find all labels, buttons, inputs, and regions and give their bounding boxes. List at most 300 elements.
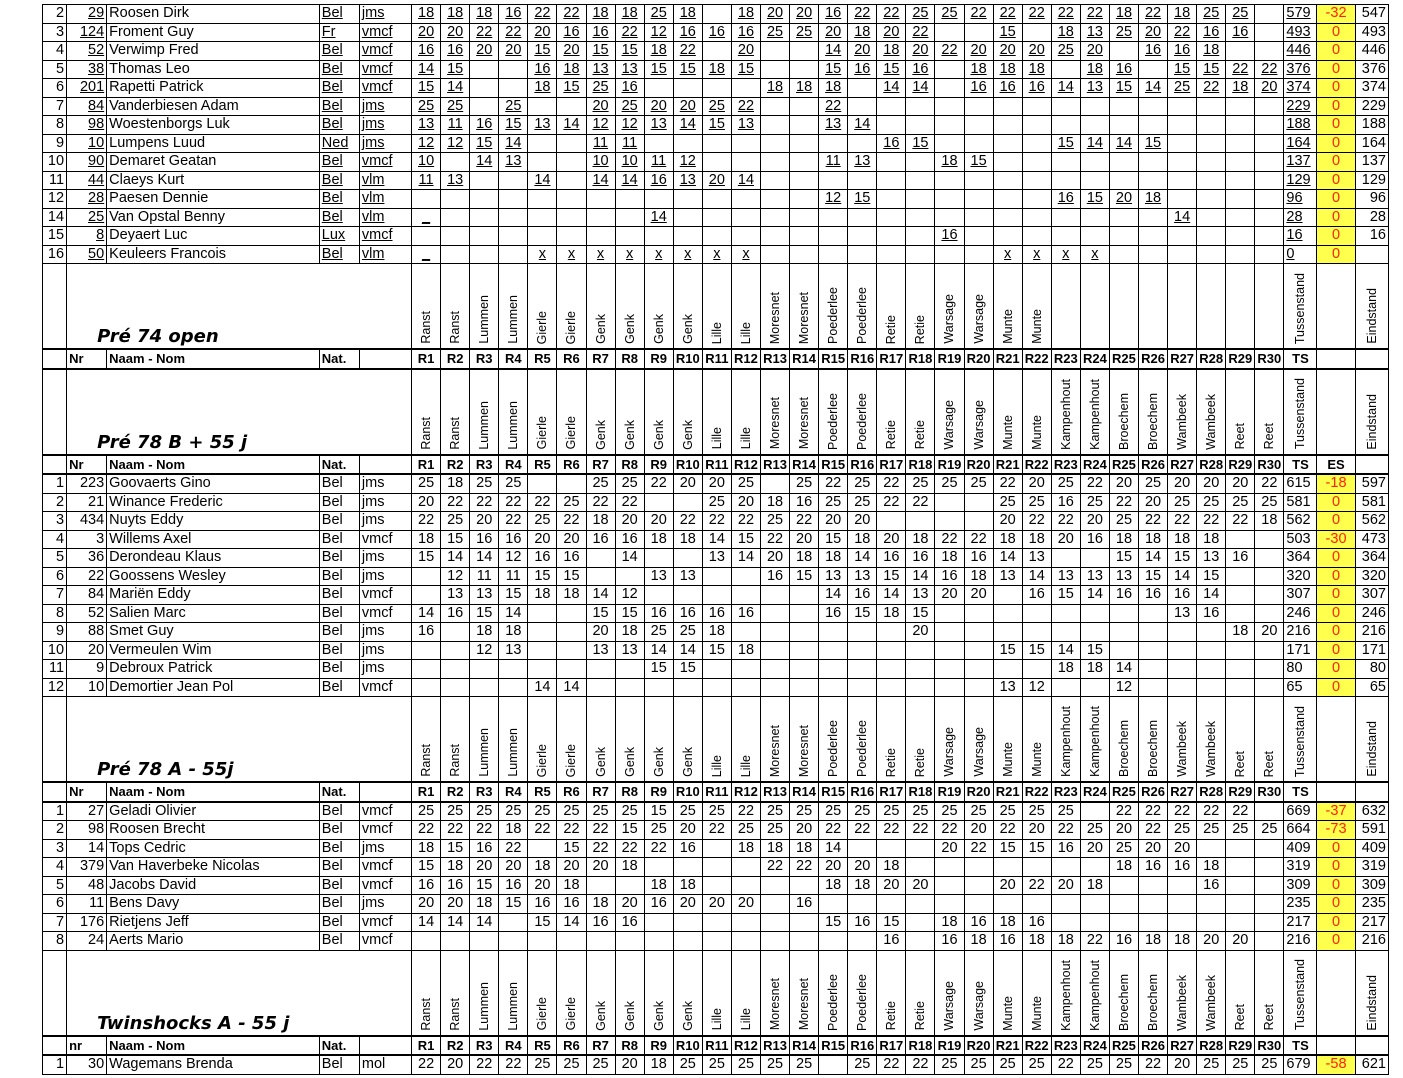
round-score-cell xyxy=(993,895,1022,914)
interim-total-cell: 374 xyxy=(1284,79,1317,98)
round-score-cell: 25 xyxy=(1022,1055,1051,1074)
round-score-cell: 13 xyxy=(848,153,877,172)
round-score-cell: 15 xyxy=(819,60,848,79)
round-score-cell xyxy=(702,42,731,61)
column-header-row xyxy=(43,782,1389,802)
position-cell: 8 xyxy=(43,116,67,135)
round-score-cell: x xyxy=(1022,245,1051,264)
round-score-cell: 22 xyxy=(644,839,673,858)
round-header: R10 xyxy=(673,782,702,802)
round-score-cell xyxy=(702,932,731,951)
round-score-cell: 22 xyxy=(702,512,731,531)
round-score-cell: 18 xyxy=(1022,60,1051,79)
venue-label: Wambeek xyxy=(1204,393,1219,450)
round-score-cell xyxy=(1197,660,1226,679)
round-score-cell xyxy=(731,932,760,951)
rider-number-cell: 10 xyxy=(67,678,107,697)
venue-label: Warsage xyxy=(971,727,986,777)
round-score-cell: 14 xyxy=(877,586,906,605)
round-header: R8 xyxy=(615,455,644,475)
round-score-cell: 25 xyxy=(819,802,848,821)
interim-total-cell: 409 xyxy=(1284,839,1317,858)
round-score-cell: 25 xyxy=(557,1055,586,1074)
standings-row xyxy=(43,190,1389,209)
round-score-cell: 18 xyxy=(412,839,441,858)
round-score-cell: 20 xyxy=(1139,23,1168,42)
rider-number-cell: 50 xyxy=(67,245,107,264)
round-score-cell: 22 xyxy=(1139,1055,1168,1074)
round-score-cell xyxy=(935,134,964,153)
rider-number-cell: 22 xyxy=(67,567,107,586)
venue-label: Lille xyxy=(738,427,753,450)
round-score-cell xyxy=(993,858,1022,877)
round-score-cell: _ xyxy=(412,208,441,227)
round-score-cell xyxy=(906,116,935,135)
category-title-text: Pré 74 open xyxy=(97,326,219,347)
round-score-cell xyxy=(760,134,789,153)
final-total-cell: 235 xyxy=(1355,895,1388,914)
club-cell: vlm xyxy=(359,208,411,227)
venue-label: Gierle xyxy=(535,743,550,777)
round-score-cell: 25 xyxy=(644,821,673,840)
nationality-cell: Bel xyxy=(319,586,359,605)
round-score-cell xyxy=(1080,858,1109,877)
round-score-cell xyxy=(877,245,906,264)
round-header: R10 xyxy=(673,1036,702,1056)
round-score-cell: 14 xyxy=(412,60,441,79)
nationality-cell: Bel xyxy=(319,79,359,98)
round-score-cell: 20 xyxy=(906,876,935,895)
round-score-cell xyxy=(644,932,673,951)
round-score-cell: 22 xyxy=(993,474,1022,493)
round-score-cell xyxy=(1080,604,1109,623)
round-score-cell: 14 xyxy=(1109,660,1138,679)
venue-label: Gierle xyxy=(535,997,550,1031)
position-cell: 11 xyxy=(43,660,67,679)
round-score-cell xyxy=(877,641,906,660)
round-score-cell xyxy=(702,227,731,246)
position-cell: 8 xyxy=(43,604,67,623)
round-score-cell xyxy=(1168,153,1197,172)
round-score-cell xyxy=(1139,604,1168,623)
round-header: R17 xyxy=(877,349,906,369)
round-score-cell xyxy=(906,97,935,116)
penalty-cell: -18 xyxy=(1317,474,1355,493)
round-score-cell: 22 xyxy=(1051,1055,1080,1074)
round-header: R28 xyxy=(1197,455,1226,475)
nationality-cell: Bel xyxy=(319,530,359,549)
venue-label: Lille xyxy=(709,754,724,777)
round-score-cell: 25 xyxy=(441,802,470,821)
round-score-cell: 20 xyxy=(644,512,673,531)
round-score-cell: 14 xyxy=(1080,134,1109,153)
club-cell: vmcf xyxy=(359,60,411,79)
round-header: R19 xyxy=(935,782,964,802)
round-score-cell: 18 xyxy=(819,876,848,895)
round-score-cell xyxy=(441,245,470,264)
round-score-cell: 16 xyxy=(1168,42,1197,61)
round-score-cell: 25 xyxy=(673,623,702,642)
rider-name-cell: Winance Frederic xyxy=(107,493,320,512)
venue-label: Genk xyxy=(622,314,637,344)
round-score-cell: 22 xyxy=(1022,5,1051,24)
round-score-cell: x xyxy=(993,245,1022,264)
round-score-cell: 20 xyxy=(964,42,993,61)
round-score-cell: 18 xyxy=(499,821,528,840)
name-header: Naam - Nom xyxy=(107,349,320,369)
round-score-cell: 14 xyxy=(412,913,441,932)
round-score-cell xyxy=(702,153,731,172)
round-header: R25 xyxy=(1109,349,1138,369)
round-score-cell xyxy=(935,895,964,914)
round-score-cell: x xyxy=(586,245,615,264)
round-score-cell xyxy=(760,678,789,697)
round-score-cell xyxy=(1226,913,1255,932)
round-score-cell: 18 xyxy=(702,60,731,79)
round-score-cell xyxy=(964,876,993,895)
round-score-cell: 14 xyxy=(906,79,935,98)
round-score-cell xyxy=(877,512,906,531)
round-score-cell xyxy=(615,227,644,246)
rider-number-cell: 36 xyxy=(67,549,107,568)
round-score-cell: 22 xyxy=(1197,512,1226,531)
round-score-cell: 15 xyxy=(731,60,760,79)
round-score-cell: 25 xyxy=(1226,821,1255,840)
standings-row xyxy=(43,604,1389,623)
round-score-cell xyxy=(877,660,906,679)
round-score-cell: 20 xyxy=(470,42,499,61)
club-cell: jms xyxy=(359,895,411,914)
round-header: R6 xyxy=(557,1036,586,1056)
penalty-cell: 0 xyxy=(1317,660,1355,679)
round-score-cell xyxy=(848,678,877,697)
venue-label: Genk xyxy=(680,314,695,344)
round-score-cell xyxy=(615,660,644,679)
round-score-cell xyxy=(1022,895,1051,914)
round-score-cell: 18 xyxy=(993,530,1022,549)
round-score-cell xyxy=(790,116,819,135)
position-cell: 1 xyxy=(43,1055,67,1074)
round-score-cell xyxy=(412,641,441,660)
round-score-cell xyxy=(964,171,993,190)
round-score-cell xyxy=(1255,5,1284,24)
round-header: R15 xyxy=(819,1036,848,1056)
round-score-cell: 25 xyxy=(906,5,935,24)
round-header: R1 xyxy=(412,782,441,802)
ts-header: TS xyxy=(1284,349,1317,369)
round-score-cell xyxy=(964,190,993,209)
position-cell: 3 xyxy=(43,23,67,42)
round-score-cell xyxy=(441,208,470,227)
final-total-cell: 364 xyxy=(1355,549,1388,568)
round-score-cell: 22 xyxy=(499,512,528,531)
venue-label: Moresnet xyxy=(768,397,783,450)
round-score-cell xyxy=(1139,171,1168,190)
round-score-cell xyxy=(1051,913,1080,932)
round-score-cell: x xyxy=(1051,245,1080,264)
interim-total-cell: 235 xyxy=(1284,895,1317,914)
round-score-cell: 12 xyxy=(441,134,470,153)
round-score-cell xyxy=(819,895,848,914)
rider-name-cell: Mariën Eddy xyxy=(107,586,320,605)
penalty-cell: 0 xyxy=(1317,567,1355,586)
round-score-cell xyxy=(1255,549,1284,568)
round-score-cell xyxy=(1080,208,1109,227)
round-score-cell xyxy=(644,493,673,512)
round-header: R25 xyxy=(1109,1036,1138,1056)
rider-name-cell: Salien Marc xyxy=(107,604,320,623)
rider-name-cell: Claeys Kurt xyxy=(107,171,320,190)
standings-row xyxy=(43,42,1389,61)
round-score-cell: 25 xyxy=(935,474,964,493)
round-score-cell xyxy=(644,549,673,568)
round-header: R4 xyxy=(499,455,528,475)
round-score-cell: 14 xyxy=(819,42,848,61)
round-score-cell xyxy=(1255,134,1284,153)
club-cell: vmcf xyxy=(359,79,411,98)
round-score-cell: 20 xyxy=(1022,42,1051,61)
round-score-cell xyxy=(615,208,644,227)
round-score-cell: 25 xyxy=(760,821,789,840)
round-score-cell: 15 xyxy=(528,567,557,586)
round-score-cell: 20 xyxy=(1168,1055,1197,1074)
round-score-cell: 16 xyxy=(615,530,644,549)
round-score-cell xyxy=(1080,153,1109,172)
round-header: R30 xyxy=(1255,782,1284,802)
round-score-cell: 22 xyxy=(964,530,993,549)
round-score-cell: 22 xyxy=(790,512,819,531)
round-header: R15 xyxy=(819,349,848,369)
round-score-cell: 16 xyxy=(877,549,906,568)
round-score-cell xyxy=(557,474,586,493)
venue-label: Ranst xyxy=(419,416,434,450)
round-score-cell xyxy=(790,190,819,209)
round-score-cell: 13 xyxy=(819,567,848,586)
round-score-cell: 25 xyxy=(702,493,731,512)
round-score-cell xyxy=(964,678,993,697)
venue-label: Lummen xyxy=(477,400,492,450)
round-score-cell xyxy=(993,623,1022,642)
venue-label: Retie xyxy=(884,314,899,344)
nationality-cell: Bel xyxy=(319,802,359,821)
round-score-cell: 22 xyxy=(877,1055,906,1074)
round-score-cell: 16 xyxy=(586,913,615,932)
round-score-cell xyxy=(528,839,557,858)
venue-label: Reet xyxy=(1233,423,1248,450)
round-score-cell: 25 xyxy=(1109,839,1138,858)
venue-label: Munte xyxy=(1000,995,1015,1031)
round-header: R14 xyxy=(790,349,819,369)
round-score-cell: 15 xyxy=(557,839,586,858)
interim-total-cell: 679 xyxy=(1284,1055,1317,1074)
club-cell: vmcf xyxy=(359,678,411,697)
round-score-cell: 16 xyxy=(760,567,789,586)
round-score-cell xyxy=(1022,116,1051,135)
round-score-cell: 15 xyxy=(731,530,760,549)
nationality-cell: Bel xyxy=(319,641,359,660)
round-score-cell xyxy=(528,208,557,227)
penalty-cell: 0 xyxy=(1317,493,1355,512)
round-score-cell xyxy=(731,876,760,895)
nr-header: Nr xyxy=(67,349,107,369)
round-header: R16 xyxy=(848,455,877,475)
round-score-cell: 25 xyxy=(586,802,615,821)
round-score-cell: 11 xyxy=(441,116,470,135)
round-score-cell xyxy=(993,97,1022,116)
round-score-cell: 18 xyxy=(1139,932,1168,951)
round-score-cell: 15 xyxy=(412,858,441,877)
round-score-cell xyxy=(848,932,877,951)
round-score-cell: 20 xyxy=(819,858,848,877)
round-score-cell: 13 xyxy=(441,586,470,605)
round-header: R2 xyxy=(441,349,470,369)
nationality-cell: Bel xyxy=(319,549,359,568)
final-total-cell: 409 xyxy=(1355,839,1388,858)
round-score-cell: 20 xyxy=(790,5,819,24)
round-score-cell: 13 xyxy=(528,116,557,135)
round-score-cell: 22 xyxy=(731,802,760,821)
position-cell: 10 xyxy=(43,641,67,660)
interim-total-cell: 216 xyxy=(1284,623,1317,642)
position-cell: 4 xyxy=(43,530,67,549)
venue-label: Moresnet xyxy=(797,291,812,344)
round-score-cell: 14 xyxy=(1080,586,1109,605)
venue-label: Gierle xyxy=(535,416,550,450)
round-header: R7 xyxy=(586,1036,615,1056)
club-cell: vmcf xyxy=(359,530,411,549)
round-score-cell xyxy=(528,474,557,493)
interim-total-cell: 664 xyxy=(1284,821,1317,840)
round-score-cell xyxy=(673,134,702,153)
interim-total-cell: 246 xyxy=(1284,604,1317,623)
round-score-cell: 25 xyxy=(760,802,789,821)
round-score-cell xyxy=(731,79,760,98)
round-score-cell: 18 xyxy=(731,5,760,24)
round-score-cell: 15 xyxy=(470,876,499,895)
round-score-cell xyxy=(760,153,789,172)
interim-total-cell: 446 xyxy=(1284,42,1317,61)
round-score-cell: 20 xyxy=(935,839,964,858)
round-score-cell: 13 xyxy=(470,586,499,605)
round-score-cell: 14 xyxy=(731,549,760,568)
round-header: R19 xyxy=(935,1036,964,1056)
round-score-cell xyxy=(993,116,1022,135)
round-score-cell: 13 xyxy=(731,116,760,135)
round-header: R1 xyxy=(412,349,441,369)
round-score-cell: 25 xyxy=(1051,802,1080,821)
round-score-cell xyxy=(877,171,906,190)
round-score-cell xyxy=(702,839,731,858)
round-score-cell xyxy=(906,839,935,858)
round-score-cell xyxy=(1255,641,1284,660)
round-score-cell: 18 xyxy=(1168,932,1197,951)
round-score-cell: 18 xyxy=(1051,23,1080,42)
round-score-cell: 16 xyxy=(1197,604,1226,623)
round-score-cell: 20 xyxy=(499,858,528,877)
round-score-cell: 20 xyxy=(673,474,702,493)
round-score-cell: 22 xyxy=(877,821,906,840)
round-score-cell: 20 xyxy=(557,42,586,61)
position-cell: 5 xyxy=(43,549,67,568)
round-score-cell: 20 xyxy=(557,858,586,877)
position-cell: 1 xyxy=(43,474,67,493)
round-score-cell xyxy=(499,913,528,932)
round-score-cell: 16 xyxy=(441,876,470,895)
round-score-cell: 18 xyxy=(702,623,731,642)
round-score-cell xyxy=(1109,171,1138,190)
round-score-cell: 18 xyxy=(586,512,615,531)
round-score-cell: 25 xyxy=(1022,493,1051,512)
standings-row xyxy=(43,1055,1389,1074)
venue-label: Ranst xyxy=(448,416,463,450)
round-score-cell xyxy=(964,227,993,246)
round-score-cell xyxy=(790,60,819,79)
penalty-cell: 0 xyxy=(1317,623,1355,642)
round-score-cell: 16 xyxy=(644,895,673,914)
round-score-cell xyxy=(528,660,557,679)
round-score-cell: 12 xyxy=(615,586,644,605)
round-header: R18 xyxy=(906,349,935,369)
round-score-cell xyxy=(644,858,673,877)
interim-total-cell: 137 xyxy=(1284,153,1317,172)
final-total-cell: 229 xyxy=(1355,97,1388,116)
round-score-cell: 18 xyxy=(1197,858,1226,877)
round-score-cell xyxy=(790,876,819,895)
round-score-cell: 16 xyxy=(557,549,586,568)
venue-label: Wambeek xyxy=(1204,974,1219,1031)
round-score-cell: 16 xyxy=(615,79,644,98)
round-score-cell xyxy=(935,858,964,877)
round-score-cell xyxy=(673,493,702,512)
venue-label: Munte xyxy=(1029,742,1044,777)
es-header xyxy=(1317,349,1355,369)
round-score-cell xyxy=(935,245,964,264)
position-cell: 9 xyxy=(43,134,67,153)
round-score-cell: 18 xyxy=(1197,42,1226,61)
nationality-cell: Bel xyxy=(319,512,359,531)
venue-label: Genk xyxy=(593,747,608,777)
round-header: R14 xyxy=(790,455,819,475)
round-score-cell: 18 xyxy=(1168,530,1197,549)
round-score-cell: 22 xyxy=(1139,5,1168,24)
round-score-cell: 20 xyxy=(1022,821,1051,840)
round-score-cell xyxy=(731,134,760,153)
round-score-cell xyxy=(993,227,1022,246)
ts-header: TS xyxy=(1284,455,1317,475)
rider-number-cell: 98 xyxy=(67,116,107,135)
round-score-cell: 16 xyxy=(1226,549,1255,568)
round-score-cell: 18 xyxy=(644,1055,673,1074)
round-score-cell xyxy=(1197,134,1226,153)
round-score-cell: 22 xyxy=(528,821,557,840)
round-header: R29 xyxy=(1226,455,1255,475)
round-score-cell: 18 xyxy=(819,549,848,568)
round-score-cell xyxy=(760,604,789,623)
round-score-cell xyxy=(1051,97,1080,116)
round-score-cell: 25 xyxy=(441,512,470,531)
round-header: R17 xyxy=(877,455,906,475)
round-score-cell: 16 xyxy=(1197,23,1226,42)
round-score-cell: 20 xyxy=(877,876,906,895)
round-score-cell xyxy=(702,876,731,895)
club-cell: vmcf xyxy=(359,42,411,61)
round-header: R12 xyxy=(731,782,760,802)
round-score-cell xyxy=(1080,678,1109,697)
nationality-cell: Bel xyxy=(319,97,359,116)
nationality-cell: Bel xyxy=(319,876,359,895)
round-score-cell: 16 xyxy=(790,493,819,512)
round-header: R27 xyxy=(1168,782,1197,802)
